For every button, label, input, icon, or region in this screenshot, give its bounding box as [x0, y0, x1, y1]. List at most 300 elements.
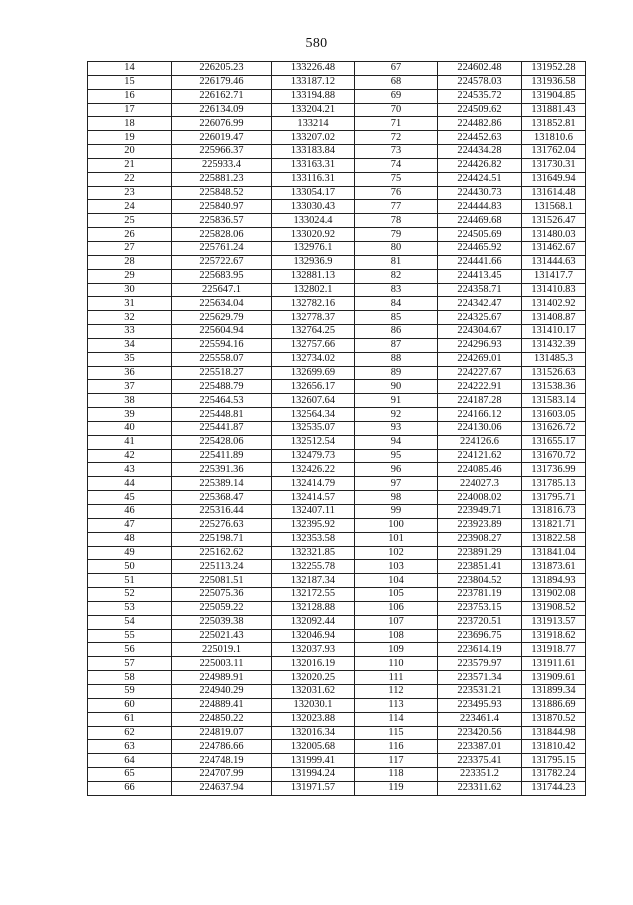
- x-coordinate-left-cell: 225368.47: [172, 491, 272, 505]
- point-number-right-cell: 98: [355, 491, 438, 505]
- point-number-left-cell: 66: [88, 781, 172, 795]
- point-number-right-cell: 81: [355, 255, 438, 269]
- y-coordinate-right-cell: 131918.77: [522, 643, 586, 657]
- y-coordinate-left-cell: 133204.21: [272, 103, 355, 117]
- x-coordinate-right-cell: 224126.6: [438, 435, 522, 449]
- x-coordinate-right-cell: 223781.19: [438, 588, 522, 602]
- x-coordinate-right-cell: 223949.71: [438, 505, 522, 519]
- table-row: [88, 491, 586, 505]
- y-coordinate-left-cell: 132037.93: [272, 643, 355, 657]
- point-number-left-cell: 52: [88, 588, 172, 602]
- y-coordinate-left-cell: 132128.88: [272, 601, 355, 615]
- x-coordinate-left-cell: 226076.99: [172, 117, 272, 131]
- x-coordinate-right-cell: 224444.83: [438, 200, 522, 214]
- x-coordinate-left-cell: 225081.51: [172, 574, 272, 588]
- point-number-right-cell: 94: [355, 435, 438, 449]
- x-coordinate-right-cell: 223387.01: [438, 740, 522, 754]
- x-coordinate-right-cell: 223420.56: [438, 726, 522, 740]
- y-coordinate-right-cell: 131432.39: [522, 338, 586, 352]
- x-coordinate-right-cell: 223579.97: [438, 657, 522, 671]
- point-number-left-cell: 31: [88, 297, 172, 311]
- y-coordinate-right-cell: 131538.36: [522, 380, 586, 394]
- y-coordinate-right-cell: 131873.61: [522, 560, 586, 574]
- y-coordinate-left-cell: 133214: [272, 117, 355, 131]
- y-coordinate-right-cell: 131816.73: [522, 505, 586, 519]
- point-number-left-cell: 34: [88, 338, 172, 352]
- y-coordinate-right-cell: 131852.81: [522, 117, 586, 131]
- table-row: [88, 380, 586, 394]
- table-row: [88, 601, 586, 615]
- x-coordinate-right-cell: 224269.01: [438, 352, 522, 366]
- table-row: [88, 768, 586, 782]
- point-number-left-cell: 35: [88, 352, 172, 366]
- point-number-left-cell: 19: [88, 131, 172, 145]
- point-number-right-cell: 79: [355, 228, 438, 242]
- point-number-right-cell: 75: [355, 172, 438, 186]
- x-coordinate-left-cell: 225840.97: [172, 200, 272, 214]
- y-coordinate-right-cell: 131410.17: [522, 325, 586, 339]
- x-coordinate-right-cell: 223851.41: [438, 560, 522, 574]
- y-coordinate-right-cell: 131614.48: [522, 186, 586, 200]
- x-coordinate-left-cell: 225933.4: [172, 158, 272, 172]
- y-coordinate-right-cell: 131952.28: [522, 62, 586, 76]
- table-row: [88, 546, 586, 560]
- x-coordinate-left-cell: 225722.67: [172, 255, 272, 269]
- y-coordinate-right-cell: 131899.34: [522, 684, 586, 698]
- x-coordinate-right-cell: 224222.91: [438, 380, 522, 394]
- table-row: [88, 186, 586, 200]
- point-number-right-cell: 83: [355, 283, 438, 297]
- point-number-left-cell: 30: [88, 283, 172, 297]
- y-coordinate-left-cell: 133226.48: [272, 62, 355, 76]
- point-number-right-cell: 88: [355, 352, 438, 366]
- y-coordinate-right-cell: 131583.14: [522, 394, 586, 408]
- y-coordinate-left-cell: 132023.88: [272, 712, 355, 726]
- table-row: [88, 311, 586, 325]
- point-number-right-cell: 93: [355, 421, 438, 435]
- x-coordinate-right-cell: 224121.62: [438, 449, 522, 463]
- x-coordinate-left-cell: 225683.95: [172, 269, 272, 283]
- point-number-left-cell: 44: [88, 477, 172, 491]
- y-coordinate-left-cell: 132395.92: [272, 518, 355, 532]
- y-coordinate-right-cell: 131918.62: [522, 629, 586, 643]
- point-number-right-cell: 114: [355, 712, 438, 726]
- point-number-right-cell: 109: [355, 643, 438, 657]
- table-row: [88, 75, 586, 89]
- point-number-left-cell: 54: [88, 615, 172, 629]
- point-number-left-cell: 59: [88, 684, 172, 698]
- point-number-right-cell: 100: [355, 518, 438, 532]
- table-row: [88, 200, 586, 214]
- point-number-right-cell: 84: [355, 297, 438, 311]
- table-row: [88, 241, 586, 255]
- x-coordinate-left-cell: 225518.27: [172, 366, 272, 380]
- y-coordinate-left-cell: 133194.88: [272, 89, 355, 103]
- point-number-left-cell: 57: [88, 657, 172, 671]
- y-coordinate-left-cell: 133163.31: [272, 158, 355, 172]
- y-coordinate-right-cell: 131810.42: [522, 740, 586, 754]
- x-coordinate-left-cell: 224637.94: [172, 781, 272, 795]
- y-coordinate-right-cell: 131904.85: [522, 89, 586, 103]
- point-number-right-cell: 116: [355, 740, 438, 754]
- x-coordinate-right-cell: 224452.63: [438, 131, 522, 145]
- x-coordinate-right-cell: 224426.82: [438, 158, 522, 172]
- table-row: [88, 172, 586, 186]
- point-number-left-cell: 62: [88, 726, 172, 740]
- point-number-left-cell: 33: [88, 325, 172, 339]
- table-row: [88, 228, 586, 242]
- point-number-right-cell: 113: [355, 698, 438, 712]
- x-coordinate-right-cell: 224602.48: [438, 62, 522, 76]
- point-number-left-cell: 50: [88, 560, 172, 574]
- point-number-left-cell: 17: [88, 103, 172, 117]
- y-coordinate-left-cell: 131971.57: [272, 781, 355, 795]
- y-coordinate-left-cell: 132255.78: [272, 560, 355, 574]
- y-coordinate-left-cell: 132092.44: [272, 615, 355, 629]
- y-coordinate-right-cell: 131526.47: [522, 214, 586, 228]
- y-coordinate-left-cell: 132020.25: [272, 671, 355, 685]
- table-row: [88, 588, 586, 602]
- point-number-left-cell: 23: [88, 186, 172, 200]
- x-coordinate-left-cell: 225003.11: [172, 657, 272, 671]
- table-row: [88, 131, 586, 145]
- point-number-right-cell: 95: [355, 449, 438, 463]
- table-row: [88, 518, 586, 532]
- x-coordinate-left-cell: 226179.46: [172, 75, 272, 89]
- point-number-right-cell: 69: [355, 89, 438, 103]
- point-number-right-cell: 117: [355, 754, 438, 768]
- x-coordinate-left-cell: 225428.06: [172, 435, 272, 449]
- table-row: [88, 560, 586, 574]
- point-number-left-cell: 58: [88, 671, 172, 685]
- point-number-right-cell: 87: [355, 338, 438, 352]
- point-number-right-cell: 67: [355, 62, 438, 76]
- x-coordinate-left-cell: 225604.94: [172, 325, 272, 339]
- y-coordinate-right-cell: 131822.58: [522, 532, 586, 546]
- y-coordinate-right-cell: 131485.3: [522, 352, 586, 366]
- y-coordinate-left-cell: 133054.17: [272, 186, 355, 200]
- y-coordinate-left-cell: 132016.19: [272, 657, 355, 671]
- x-coordinate-left-cell: 225441.87: [172, 421, 272, 435]
- point-number-left-cell: 43: [88, 463, 172, 477]
- y-coordinate-right-cell: 131480.03: [522, 228, 586, 242]
- point-number-right-cell: 91: [355, 394, 438, 408]
- x-coordinate-right-cell: 224304.67: [438, 325, 522, 339]
- point-number-right-cell: 73: [355, 145, 438, 159]
- x-coordinate-left-cell: 225558.07: [172, 352, 272, 366]
- table-row: [88, 158, 586, 172]
- x-coordinate-left-cell: 225391.36: [172, 463, 272, 477]
- x-coordinate-left-cell: 225316.44: [172, 505, 272, 519]
- point-number-left-cell: 45: [88, 491, 172, 505]
- y-coordinate-left-cell: 132414.57: [272, 491, 355, 505]
- y-coordinate-right-cell: 131902.08: [522, 588, 586, 602]
- point-number-left-cell: 42: [88, 449, 172, 463]
- y-coordinate-right-cell: 131870.52: [522, 712, 586, 726]
- table-row: [88, 255, 586, 269]
- table-row: [88, 297, 586, 311]
- point-number-right-cell: 72: [355, 131, 438, 145]
- x-coordinate-right-cell: 224358.71: [438, 283, 522, 297]
- x-coordinate-left-cell: 225019.1: [172, 643, 272, 657]
- point-number-left-cell: 36: [88, 366, 172, 380]
- x-coordinate-left-cell: 225634.04: [172, 297, 272, 311]
- y-coordinate-left-cell: 131999.41: [272, 754, 355, 768]
- x-coordinate-left-cell: 225162.62: [172, 546, 272, 560]
- y-coordinate-left-cell: 132778.37: [272, 311, 355, 325]
- y-coordinate-left-cell: 132321.85: [272, 546, 355, 560]
- x-coordinate-right-cell: 223531.21: [438, 684, 522, 698]
- x-coordinate-right-cell: 224509.62: [438, 103, 522, 117]
- y-coordinate-left-cell: 133116.31: [272, 172, 355, 186]
- y-coordinate-right-cell: 131810.6: [522, 131, 586, 145]
- point-number-right-cell: 92: [355, 408, 438, 422]
- point-number-left-cell: 24: [88, 200, 172, 214]
- y-coordinate-right-cell: 131526.63: [522, 366, 586, 380]
- table-row: [88, 214, 586, 228]
- table-row: [88, 671, 586, 685]
- point-number-left-cell: 49: [88, 546, 172, 560]
- y-coordinate-left-cell: 132016.34: [272, 726, 355, 740]
- y-coordinate-left-cell: 132699.69: [272, 366, 355, 380]
- point-number-right-cell: 90: [355, 380, 438, 394]
- y-coordinate-left-cell: 132031.62: [272, 684, 355, 698]
- point-number-left-cell: 64: [88, 754, 172, 768]
- point-number-right-cell: 112: [355, 684, 438, 698]
- point-number-left-cell: 63: [88, 740, 172, 754]
- y-coordinate-left-cell: 132414.79: [272, 477, 355, 491]
- y-coordinate-left-cell: 132757.66: [272, 338, 355, 352]
- point-number-right-cell: 71: [355, 117, 438, 131]
- x-coordinate-right-cell: 223804.52: [438, 574, 522, 588]
- y-coordinate-left-cell: 132479.73: [272, 449, 355, 463]
- y-coordinate-right-cell: 131649.94: [522, 172, 586, 186]
- x-coordinate-right-cell: 223923.89: [438, 518, 522, 532]
- x-coordinate-right-cell: 223753.15: [438, 601, 522, 615]
- table-row: [88, 574, 586, 588]
- x-coordinate-right-cell: 224424.51: [438, 172, 522, 186]
- x-coordinate-left-cell: 224748.19: [172, 754, 272, 768]
- table-row: [88, 338, 586, 352]
- x-coordinate-left-cell: 225488.79: [172, 380, 272, 394]
- point-number-right-cell: 115: [355, 726, 438, 740]
- point-number-right-cell: 85: [355, 311, 438, 325]
- y-coordinate-left-cell: 133187.12: [272, 75, 355, 89]
- x-coordinate-right-cell: 224434.28: [438, 145, 522, 159]
- y-coordinate-right-cell: 131762.04: [522, 145, 586, 159]
- table-row: [88, 325, 586, 339]
- point-number-left-cell: 22: [88, 172, 172, 186]
- point-number-left-cell: 25: [88, 214, 172, 228]
- y-coordinate-left-cell: 132172.55: [272, 588, 355, 602]
- y-coordinate-left-cell: 132881.13: [272, 269, 355, 283]
- x-coordinate-right-cell: 224430.73: [438, 186, 522, 200]
- x-coordinate-right-cell: 224578.03: [438, 75, 522, 89]
- y-coordinate-left-cell: 132426.22: [272, 463, 355, 477]
- point-number-right-cell: 82: [355, 269, 438, 283]
- table-row: [88, 62, 586, 76]
- y-coordinate-right-cell: 131894.93: [522, 574, 586, 588]
- y-coordinate-left-cell: 132782.16: [272, 297, 355, 311]
- y-coordinate-right-cell: 131886.69: [522, 698, 586, 712]
- x-coordinate-left-cell: 225848.52: [172, 186, 272, 200]
- x-coordinate-left-cell: 224889.41: [172, 698, 272, 712]
- y-coordinate-right-cell: 131785.13: [522, 477, 586, 491]
- point-number-left-cell: 38: [88, 394, 172, 408]
- y-coordinate-left-cell: 132976.1: [272, 241, 355, 255]
- table-row: [88, 754, 586, 768]
- y-coordinate-left-cell: 133207.02: [272, 131, 355, 145]
- table-row: [88, 145, 586, 159]
- x-coordinate-left-cell: 225629.79: [172, 311, 272, 325]
- x-coordinate-right-cell: 224465.92: [438, 241, 522, 255]
- x-coordinate-left-cell: 225464.53: [172, 394, 272, 408]
- y-coordinate-left-cell: 132535.07: [272, 421, 355, 435]
- point-number-left-cell: 48: [88, 532, 172, 546]
- y-coordinate-right-cell: 131795.71: [522, 491, 586, 505]
- point-number-left-cell: 56: [88, 643, 172, 657]
- point-number-left-cell: 53: [88, 601, 172, 615]
- point-number-right-cell: 77: [355, 200, 438, 214]
- x-coordinate-left-cell: 225881.23: [172, 172, 272, 186]
- y-coordinate-left-cell: 133030.43: [272, 200, 355, 214]
- point-number-left-cell: 46: [88, 505, 172, 519]
- table-row: [88, 726, 586, 740]
- table-row: [88, 477, 586, 491]
- x-coordinate-left-cell: 225411.89: [172, 449, 272, 463]
- table-row: [88, 712, 586, 726]
- point-number-right-cell: 101: [355, 532, 438, 546]
- x-coordinate-right-cell: 224413.45: [438, 269, 522, 283]
- point-number-right-cell: 104: [355, 574, 438, 588]
- x-coordinate-left-cell: 225039.38: [172, 615, 272, 629]
- table-row: [88, 89, 586, 103]
- y-coordinate-right-cell: 131670.72: [522, 449, 586, 463]
- point-number-right-cell: 106: [355, 601, 438, 615]
- y-coordinate-left-cell: 132187.34: [272, 574, 355, 588]
- point-number-left-cell: 39: [88, 408, 172, 422]
- point-number-left-cell: 65: [88, 768, 172, 782]
- table-row: [88, 615, 586, 629]
- point-number-left-cell: 51: [88, 574, 172, 588]
- x-coordinate-right-cell: 224187.28: [438, 394, 522, 408]
- y-coordinate-left-cell: 132353.58: [272, 532, 355, 546]
- y-coordinate-left-cell: 132005.68: [272, 740, 355, 754]
- point-number-left-cell: 15: [88, 75, 172, 89]
- y-coordinate-right-cell: 131844.98: [522, 726, 586, 740]
- table-row: [88, 684, 586, 698]
- y-coordinate-right-cell: 131911.61: [522, 657, 586, 671]
- y-coordinate-right-cell: 131936.58: [522, 75, 586, 89]
- table-row: [88, 532, 586, 546]
- point-number-left-cell: 47: [88, 518, 172, 532]
- x-coordinate-right-cell: 223375.41: [438, 754, 522, 768]
- point-number-left-cell: 60: [88, 698, 172, 712]
- table-row: [88, 449, 586, 463]
- x-coordinate-right-cell: 224441.66: [438, 255, 522, 269]
- x-coordinate-right-cell: 223908.27: [438, 532, 522, 546]
- x-coordinate-right-cell: 223696.75: [438, 629, 522, 643]
- x-coordinate-left-cell: 226205.23: [172, 62, 272, 76]
- x-coordinate-right-cell: 224296.93: [438, 338, 522, 352]
- point-number-right-cell: 68: [355, 75, 438, 89]
- x-coordinate-left-cell: 226134.09: [172, 103, 272, 117]
- point-number-right-cell: 96: [355, 463, 438, 477]
- table-row: [88, 408, 586, 422]
- x-coordinate-left-cell: 224786.66: [172, 740, 272, 754]
- y-coordinate-right-cell: 131603.05: [522, 408, 586, 422]
- y-coordinate-right-cell: 131881.43: [522, 103, 586, 117]
- x-coordinate-right-cell: 223351.2: [438, 768, 522, 782]
- page-number: 580: [305, 36, 328, 51]
- y-coordinate-left-cell: 133024.4: [272, 214, 355, 228]
- x-coordinate-left-cell: 224940.29: [172, 684, 272, 698]
- x-coordinate-left-cell: 225389.14: [172, 477, 272, 491]
- x-coordinate-right-cell: 224027.3: [438, 477, 522, 491]
- y-coordinate-left-cell: 132802.1: [272, 283, 355, 297]
- table-row: [88, 352, 586, 366]
- coordinates-table-body: [88, 62, 586, 796]
- point-number-right-cell: 78: [355, 214, 438, 228]
- x-coordinate-right-cell: 224130.06: [438, 421, 522, 435]
- x-coordinate-left-cell: 225448.81: [172, 408, 272, 422]
- y-coordinate-left-cell: 132512.54: [272, 435, 355, 449]
- y-coordinate-right-cell: 131795.15: [522, 754, 586, 768]
- point-number-left-cell: 27: [88, 241, 172, 255]
- point-number-left-cell: 37: [88, 380, 172, 394]
- y-coordinate-right-cell: 131568.1: [522, 200, 586, 214]
- y-coordinate-left-cell: 132764.25: [272, 325, 355, 339]
- y-coordinate-right-cell: 131909.61: [522, 671, 586, 685]
- point-number-left-cell: 14: [88, 62, 172, 76]
- x-coordinate-right-cell: 223891.29: [438, 546, 522, 560]
- point-number-left-cell: 40: [88, 421, 172, 435]
- coordinates-table: [87, 61, 586, 796]
- point-number-left-cell: 32: [88, 311, 172, 325]
- y-coordinate-right-cell: 131744.23: [522, 781, 586, 795]
- point-number-right-cell: 74: [355, 158, 438, 172]
- x-coordinate-left-cell: 224989.91: [172, 671, 272, 685]
- y-coordinate-left-cell: 132564.34: [272, 408, 355, 422]
- table-row: [88, 366, 586, 380]
- x-coordinate-left-cell: 225198.71: [172, 532, 272, 546]
- y-coordinate-right-cell: 131782.24: [522, 768, 586, 782]
- point-number-right-cell: 80: [355, 241, 438, 255]
- x-coordinate-right-cell: 224505.69: [438, 228, 522, 242]
- x-coordinate-right-cell: 224227.67: [438, 366, 522, 380]
- y-coordinate-left-cell: 132656.17: [272, 380, 355, 394]
- x-coordinate-right-cell: 224342.47: [438, 297, 522, 311]
- table-row: [88, 781, 586, 795]
- x-coordinate-left-cell: 224850.22: [172, 712, 272, 726]
- x-coordinate-left-cell: 225276.63: [172, 518, 272, 532]
- point-number-left-cell: 26: [88, 228, 172, 242]
- x-coordinate-left-cell: 224819.07: [172, 726, 272, 740]
- x-coordinate-left-cell: 225647.1: [172, 283, 272, 297]
- y-coordinate-right-cell: 131730.31: [522, 158, 586, 172]
- point-number-left-cell: 16: [88, 89, 172, 103]
- y-coordinate-right-cell: 131410.83: [522, 283, 586, 297]
- table-row: [88, 740, 586, 754]
- x-coordinate-right-cell: 224085.46: [438, 463, 522, 477]
- point-number-right-cell: 103: [355, 560, 438, 574]
- point-number-left-cell: 41: [88, 435, 172, 449]
- table-row: [88, 629, 586, 643]
- x-coordinate-right-cell: 224325.67: [438, 311, 522, 325]
- y-coordinate-left-cell: 132030.1: [272, 698, 355, 712]
- x-coordinate-right-cell: 223495.93: [438, 698, 522, 712]
- x-coordinate-left-cell: 225761.24: [172, 241, 272, 255]
